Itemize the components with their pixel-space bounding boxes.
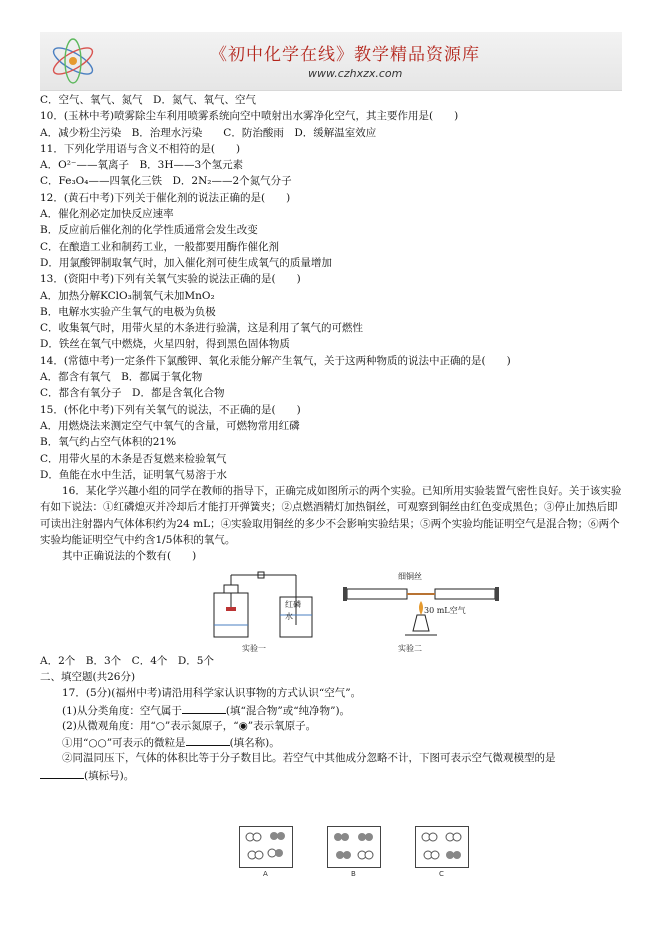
q17-part2: (2)从微观角度：用“○”表示氮原子，“◉”表示氧原子。	[62, 719, 317, 732]
q17-part1	[40, 702, 625, 718]
experiment-one-label: 实验一	[242, 643, 266, 653]
experiment-two-diagram	[343, 571, 503, 649]
section-two-heading: 二、填空题(共26分)	[40, 670, 136, 683]
q17-part2-1	[40, 734, 625, 750]
header-title: 《初中化学在线》教学精品资源库	[210, 45, 480, 65]
q16-options: A．2个 B．3个 C．4个 D．5个	[40, 654, 214, 667]
q17-part1-text: (1)从分类角度：空气属于	[62, 704, 182, 717]
experiment-one-diagram	[206, 571, 326, 649]
q17-part2-1-hint: (填名称)。	[229, 737, 280, 750]
copper-wire-label: 细铜丝	[398, 571, 422, 581]
model-c-icon	[416, 827, 468, 867]
q14-options-ab: A．都含有氧气 B．都属于氧化物	[40, 371, 203, 384]
answer-blank[interactable]	[182, 702, 226, 714]
q17-part2-1-text: ①用“○○”可表示的微粒是	[62, 737, 186, 750]
q12-option-a: A．催化剂必定加快反应速率	[40, 208, 174, 221]
q17-stem: 17．(5分)(福州中考)请沿用科学家认识事物的方式认识“空气”。	[62, 687, 362, 700]
q15-option-a: A．用燃烧法来测定空气中氧气的含量，可燃物常用红磷	[40, 419, 300, 432]
q13-option-a: A．加热分解KClO₃制氧气未加MnO₂	[40, 289, 215, 302]
model-box-a	[239, 826, 293, 868]
q14-stem: 14．(常德中考)一定条件下氯酸钾、氧化汞能分解产生氧气，关于这两种物质的说法中正确的是( )	[40, 354, 511, 367]
q13-stem: 13．(资阳中考)下列有关氧气实验的说法正确的是( )	[40, 273, 301, 286]
header-url: www.czhxzx.com	[308, 67, 403, 80]
air-model-options	[235, 826, 475, 880]
atom-logo-icon	[46, 38, 100, 84]
water-label: 水	[285, 611, 293, 621]
q16-question: 其中正确说法的个数有( )	[62, 550, 197, 563]
q12-option-b: B．反应前后催化剂的化学性质通常会发生改变	[40, 224, 258, 237]
model-box-c	[415, 826, 469, 868]
q15-option-b: B．氧气约占空气体积的21%	[40, 436, 177, 449]
q12-option-d: D．用氯酸钾制取氧气时，加入催化剂可使生成氧气的质量增加	[40, 256, 332, 269]
q15-stem: 15．(怀化中考)下列有关氧气的说法，不正确的是( )	[40, 403, 301, 416]
q11-options-ab: A．O²⁻——氧离子 B．3H——3个氢元素	[40, 159, 244, 172]
q13-option-c: C．收集氧气时，用带火星的木条进行验满，这是利用了氧气的可燃性	[40, 322, 364, 335]
q11-options-cd: C．Fe₃O₄——四氧化三铁 D．2N₂——2个氮气分子	[40, 175, 292, 188]
q11-stem: 11．下列化学用语与含义不相符的是( )	[40, 142, 241, 155]
q17-part1-hint: (填“混合物”或“纯净物”)。	[225, 704, 351, 717]
q15-option-d: D．鱼能在水中生活，证明氧气易溶于水	[40, 468, 227, 481]
q13-option-d: D．铁丝在氧气中燃烧，火星四射，得到黑色固体物质	[40, 338, 290, 351]
q17-part2-2: ②同温同压下，气体的体积比等于分子数目比。若空气中其他成分忽略不计，下图可表示空气微观模型的是	[62, 752, 556, 765]
q10-stem: 10．(玉林中考)喷雾除尘车利用喷雾系统向空中喷射出水雾净化空气，其主要作用是( )	[40, 110, 459, 123]
model-box-b	[327, 826, 381, 868]
q15-option-c: C．用带火星的木条是否复燃来检验氧气	[40, 452, 227, 465]
model-b-label: B	[351, 870, 356, 878]
header-banner	[40, 32, 622, 91]
q16-stem: 16．某化学兴趣小组的同学在教师的指导下，正确完成如图所示的两个实验。已知所用实验装置气密性良好。关于该实验有如下说法：①红磷熄灭并冷却后才能打开弹簧夹；②点燃酒精灯加热铜丝，可观察到铜丝由红色变成黑色；③停止加热后即可读出注射器内气体体积约为24 mL；④实验取用铜丝的多少不会影响实验结果；⑤两个实验均能证明空气是混合物；⑥两个实验均能证明空气中约含1/5体积的氧气。	[40, 485, 622, 547]
answer-blank[interactable]	[186, 734, 230, 746]
model-a-icon	[240, 827, 292, 867]
model-b-icon	[328, 827, 380, 867]
q17-part2-2-hint: (填标号)。	[84, 769, 135, 782]
q17-part2-2-tail	[40, 767, 625, 783]
red-phosphorus-label: 红磷	[285, 599, 301, 609]
q14-options-cd: C．都含有氧分子 D．都是含氧化合物	[40, 387, 225, 400]
answer-blank[interactable]	[40, 767, 84, 779]
q10-options: A．减少粉尘污染 B．治理水污染 C．防治酸雨 D．缓解温室效应	[40, 126, 377, 139]
q16-figure	[40, 565, 625, 653]
air-volume-label: 30 mL空气	[424, 605, 466, 615]
q12-option-c: C．在酿造工业和制药工业，一般都要用酶作催化剂	[40, 240, 280, 253]
q9-options-cd: C．空气、氧气、氮气 D．氮气、氧气、空气	[40, 94, 256, 106]
question-content	[40, 92, 625, 783]
experiment-two-label: 实验二	[398, 643, 422, 653]
model-a-label: A	[263, 870, 268, 878]
model-c-label: C	[439, 870, 444, 878]
q12-stem: 12．(黄石中考)下列关于催化剂的说法正确的是( )	[40, 191, 291, 204]
q13-option-b: B．电解水实验产生氧气的电极为负极	[40, 305, 216, 318]
